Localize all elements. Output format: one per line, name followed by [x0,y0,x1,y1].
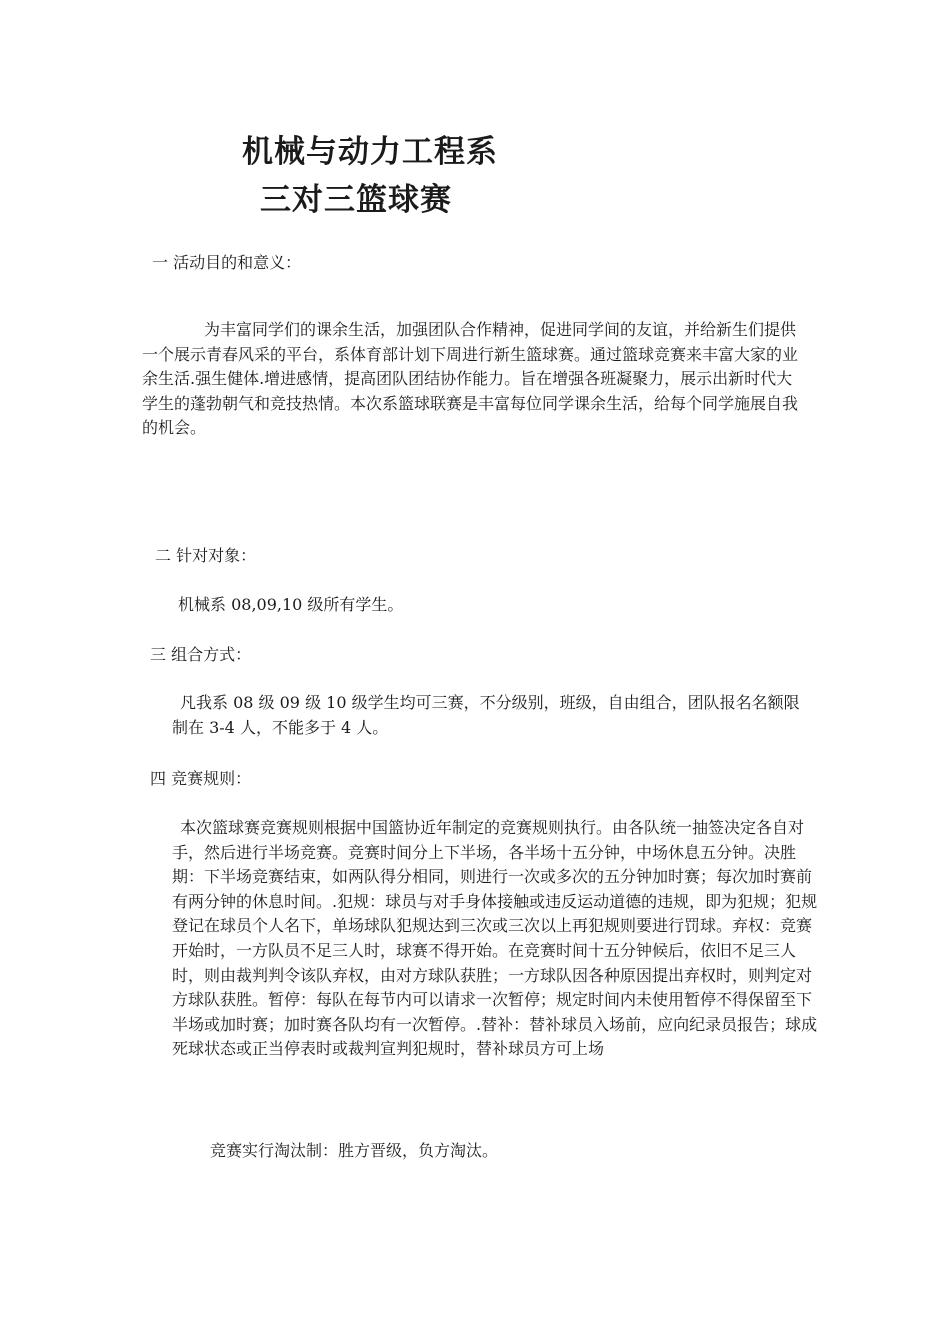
section-body-target: 机械系 08,09,10 级所有学生。 [178,595,404,614]
section-heading-target: 二 针对对象： [155,546,257,565]
section-heading-team-formation: 三 组合方式： [150,645,252,664]
section-body-rules: 本次篮球赛竞赛规则根据中国篮协近年制定的竞赛规则执行。由各队统一抽签决定各自对手，然后进行半场竞赛。竞赛时间分上下半场，各半场十五分钟，中场休息五分钟。决胜期：下半场竞赛结束，如两队得分相同，则进行一次或多次的五分钟加时赛；每次加时赛前有两分钟的休息时间。.犯规：球员与对手身体接触或违反运动道德的违规，即为犯规；犯规登记在球员个人名下，单场球队犯规达到三次或三次以上再犯规则要进行罚球。弃权：竞赛开始时，一方队员不足三人时，球赛不得开始。在竞赛时间十五分钟候后，依旧不足三人时，则由裁判判令该队弃权，由对方球队获胜；一方球队因各种原因提出弃权时，则判定对方球队获胜。暂停：每队在每节内可以请求一次暂停；规定时间内未使用暂停不得保留至下半场或加时赛；加时赛各队均有一次暂停。.替补：替补球员入场前，应向纪录员报告；球成死球状态或正当停表时或裁判宣判犯规时，替补球员方可上场 [172,818,818,1059]
section-body-team-formation: 凡我系 08 级 09 级 10 级学生均可三赛，不分级别，班级，自由组合，团队报名名额限制在 3-4 人，不能多于 4 人。 [172,693,800,737]
section-body-purpose: 为丰富同学们的课余生活，加强团队合作精神，促进同学间的友谊，并给新生们提供一个展示青春风采的平台，系体育部计划下周进行新生篮球赛。通过篮球竞赛来丰富大家的业余生活.强生健体.增进感情，提高团队团结协作能力。旨在增强各班凝聚力，展示出新时代大学生的蓬勃朝气和竞技热情。本次系篮球联赛是丰富每位同学课余生活，给每个同学施展自我的机会。 [142,320,799,437]
section-heading-rules: 四 竞赛规则： [150,769,252,788]
section-footer-elimination: 竞赛实行淘汰制：胜方晋级，负方淘汰。 [210,1141,499,1160]
document-title-line1: 机械与动力工程系 [242,134,498,170]
section-heading-purpose: 一 活动目的和意义： [152,253,302,272]
document-title-line2: 三对三篮球赛 [260,182,452,218]
